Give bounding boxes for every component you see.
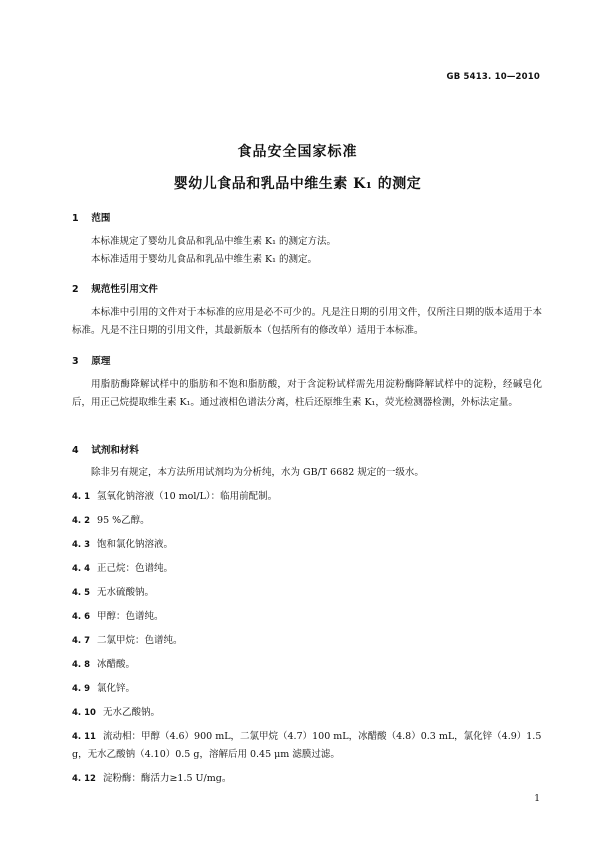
section-title: 试剂和材料 bbox=[91, 445, 139, 456]
item-text: 饱和氯化钠溶液。 bbox=[97, 539, 174, 550]
section-title: 原理 bbox=[91, 356, 111, 367]
item-number: 4. 7 bbox=[72, 636, 91, 646]
item-text: 淀粉酶：酶活力≥1.5 U/mg。 bbox=[102, 773, 232, 784]
item-number: 4. 9 bbox=[72, 684, 91, 694]
list-item bbox=[72, 536, 542, 554]
list-item bbox=[72, 608, 542, 626]
section-title: 规范性引用文件 bbox=[91, 284, 158, 295]
item-text: 冰醋酸。 bbox=[97, 659, 136, 670]
paragraph: 除非另有规定，本方法所用试剂均为分析纯，水为 GB/T 6682 规定的一级水。 bbox=[91, 467, 424, 478]
list-item bbox=[72, 704, 542, 722]
section-heading-scope bbox=[72, 210, 110, 224]
section-title: 范围 bbox=[91, 213, 111, 224]
page-number: 1 bbox=[534, 794, 540, 804]
list-item bbox=[72, 680, 542, 698]
list-item bbox=[72, 632, 542, 650]
section-number: 1 bbox=[72, 213, 79, 224]
item-text: 无水硫酸钠。 bbox=[97, 587, 155, 598]
item-text: 无水乙酸钠。 bbox=[102, 707, 160, 718]
item-number: 4. 5 bbox=[72, 588, 91, 598]
section-heading-principle bbox=[72, 353, 110, 367]
item-text: 95 %乙醇。 bbox=[97, 515, 150, 526]
item-number: 4. 3 bbox=[72, 540, 91, 550]
item-number: 4. 11 bbox=[72, 732, 96, 742]
item-text: 氢氧化钠溶液（10 mol/L）：临用前配制。 bbox=[97, 491, 278, 502]
list-item bbox=[72, 656, 542, 674]
item-number: 4. 2 bbox=[72, 516, 91, 526]
item-number: 4. 8 bbox=[72, 660, 91, 670]
item-text: 正己烷：色谱纯。 bbox=[97, 563, 174, 574]
list-item bbox=[72, 512, 542, 530]
item-number: 4. 12 bbox=[72, 774, 96, 784]
item-number: 4. 1 bbox=[72, 492, 91, 502]
item-text: 二氯甲烷：色谱纯。 bbox=[97, 635, 183, 646]
paragraph: 本标准适用于婴幼儿食品和乳品中维生素 K₁ 的测定。 bbox=[91, 254, 317, 265]
list-item bbox=[72, 560, 542, 578]
section-heading-normative-references bbox=[72, 281, 158, 295]
item-text: 甲醇：色谱纯。 bbox=[97, 611, 164, 622]
list-item bbox=[72, 770, 542, 788]
item-text: 流动相：甲醇（4.6）900 mL，二氯甲烷（4.7）100 mL，冰醋酸（4.8）0.3 mL，氯化锌（4.9）1.5 g，无水乙酸钠（4.10）0.5 g，溶解后用 0.45 μm 滤膜过滤。 bbox=[72, 731, 542, 760]
item-number: 4. 6 bbox=[72, 612, 91, 622]
document-subtitle: 婴幼儿食品和乳品中维生素 K₁ 的测定 bbox=[173, 176, 422, 192]
list-item bbox=[72, 584, 542, 602]
paragraph: 本标准中引用的文件对于本标准的应用是必不可少的。凡是注日期的引用文件，仅所注日期的版本适用于本标准。凡是不注日期的引用文件，其最新版本（包括所有的修改单）适用于本标准。 bbox=[72, 307, 542, 336]
item-number: 4. 10 bbox=[72, 708, 96, 718]
section-number: 2 bbox=[72, 284, 79, 295]
section-number: 3 bbox=[72, 356, 79, 367]
paragraph: 本标准规定了婴幼儿食品和乳品中维生素 K₁ 的测定方法。 bbox=[91, 236, 336, 247]
list-item bbox=[72, 488, 542, 506]
section-heading-reagents bbox=[72, 442, 139, 456]
item-text: 氯化锌。 bbox=[97, 683, 136, 694]
standard-number: GB 5413. 10—2010 bbox=[446, 72, 540, 82]
section-number: 4 bbox=[72, 445, 79, 456]
list-item bbox=[72, 728, 542, 764]
document-title: 食品安全国家标准 bbox=[237, 144, 358, 160]
paragraph: 用脂肪酶降解试样中的脂肪和不饱和脂肪酸，对于含淀粉试样需先用淀粉酶降解试样中的淀粉，经碱皂化后，用正己烷提取维生素 K₁。通过液相色谱法分离，柱后还原维生素 K₁，荧光检测器检测，外标法定量。 bbox=[72, 379, 542, 408]
item-number: 4. 4 bbox=[72, 564, 91, 574]
